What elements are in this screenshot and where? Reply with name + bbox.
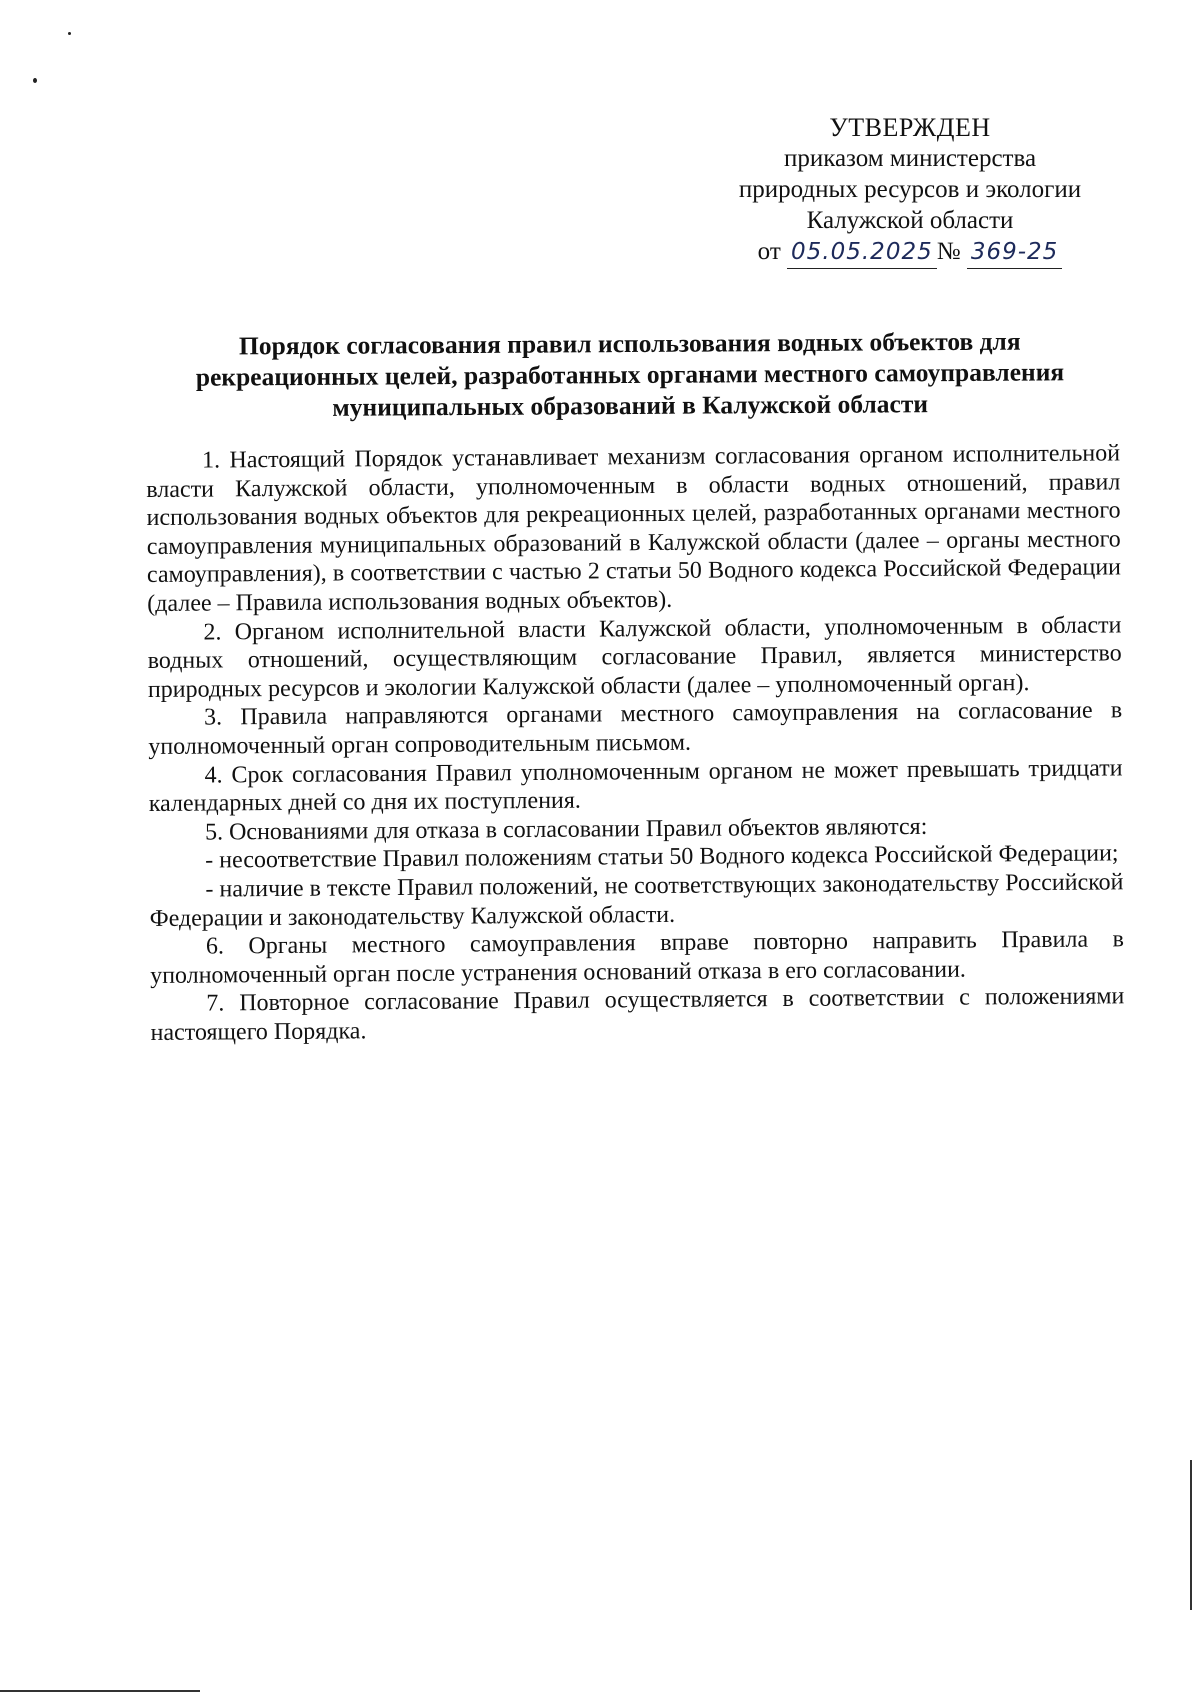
scan-speck (33, 78, 37, 83)
handwritten-date: 05.05.2025 (787, 237, 937, 269)
list-item-1: - несоответствие Правил положениям статьи 50 Водного кодекса Российской Федерации; (205, 840, 1119, 874)
approval-date-line (758, 236, 1063, 269)
approval-heading: УТВЕРЖДЕН (829, 113, 991, 142)
paragraph-2: 2. Органом исполнительной власти Калужской области, уполномоченным в области водных отношений, осуществляющим согласование Правил, является министерство природных ресурсов и экологии Калужской области (далее – уполномоченный орган). (147, 611, 1122, 703)
paragraph-7: 7. Повторное согласование Правил осуществляется в соответствии с положениями настоящего Порядка. (150, 983, 1125, 1046)
paragraph-6: 6. Органы местного самоуправления вправе повторно направить Правила в уполномоченный орган после устранения оснований отказа в его согласовании. (150, 926, 1124, 989)
date-prefix: от (757, 238, 781, 265)
approval-line: приказом министерства (783, 145, 1037, 172)
scan-speck (68, 32, 71, 35)
number-prefix: № (936, 238, 961, 265)
paragraph-4: 4. Срок согласования Правил уполномоченным органом не может превышать тридцати календарных дней со дня их поступления. (148, 754, 1123, 818)
document-body (146, 439, 1125, 1047)
list-item-2: - наличие в тексте Правил положений, не соответствующих законодательству Российской Федерации и законодательству Калужской области. (149, 869, 1124, 932)
approval-line: природных ресурсов и экологии (738, 176, 1082, 203)
title-line: муниципальных образований в Калужской области (332, 389, 929, 422)
title-line: Порядок согласования правил использования водных объектов для (238, 326, 1021, 361)
approval-block (700, 112, 1120, 269)
approval-line: Калужской области (806, 207, 1014, 234)
scan-bottom-rule (0, 1690, 200, 1692)
paragraph-1: 1. Настоящий Порядок устанавливает механизм согласования органом исполнительной власти Калужской области, уполномоченным в области водных отношений, правил использования водных объектов для рекреационных целей, разработанных органами местного самоуправления муниципальных образований в Калужской области (далее – органы местного самоуправления), в соответствии с частью 2 статьи 50 Водного кодекса Российской Федерации (далее – Правила использования водных объектов). (146, 440, 1122, 617)
paragraph-5: 5. Основаниями для отказа в согласовании Правил объектов являются: (204, 813, 928, 846)
paragraph-3: 3. Правила направляются органами местного самоуправления на согласование в уполномоченный орган сопроводительным письмом. (148, 697, 1123, 760)
document-title (150, 325, 1111, 424)
title-line: рекреационных целей, разработанных органами местного самоуправления (195, 357, 1065, 392)
scan-edge-mark (1190, 1460, 1192, 1610)
handwritten-number: 369-25 (967, 237, 1062, 269)
